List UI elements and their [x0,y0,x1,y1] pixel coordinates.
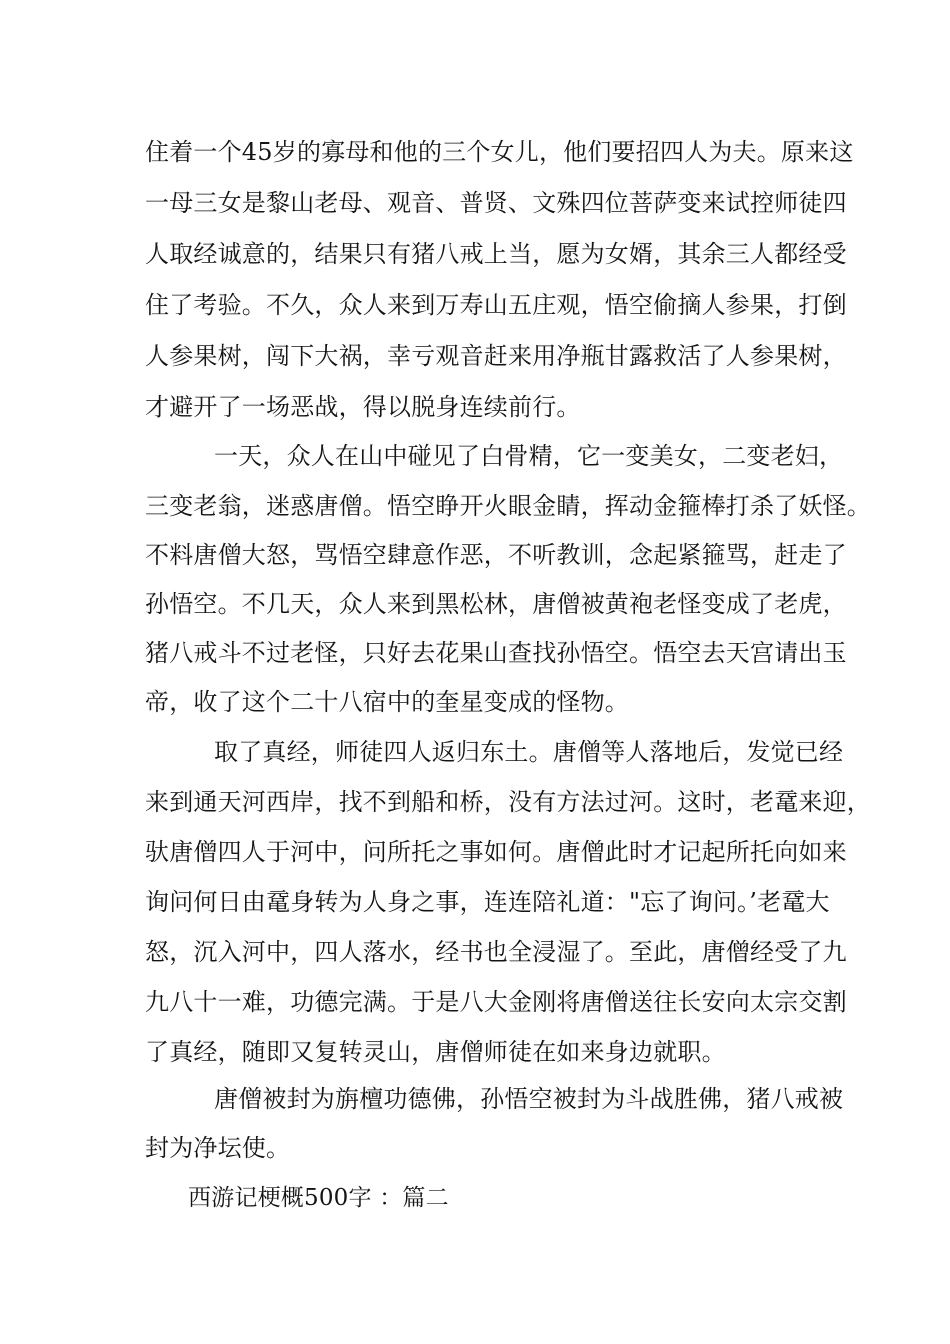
paragraph-3-line-6: 九八十一难，功德完满。于是八大金刚将唐僧送往长安向太宗交割 [145,988,847,1016]
section-heading: 西游记梗概500字 ：篇二 [188,1185,449,1211]
paragraph-1-line-1: 住着一个45岁的寡母和他的三个女儿，他们要招四人为夫。原来这 [145,138,854,166]
paragraph-1-line-5: 人参果树，闯下大祸，幸亏观音赶来用净瓶甘露救活了人参果树， [145,342,847,370]
paragraph-3-line-5: 怒，沉入河中，四人落水，经书也全浸湿了。至此，唐僧经受了九 [145,938,847,966]
paragraph-3-line-7: 了真经，随即又复转灵山，唐僧师徒在如来身边就职。 [145,1038,726,1066]
paragraph-2-line-2: 三变老翁，迷惑唐僧。悟空睁开火眼金睛，挥动金箍棒打杀了妖怪。 [145,492,871,520]
paragraph-2-line-3: 不料唐僧大怒，骂悟空肆意作恶，不听教训，念起紧箍骂，赶走了 [145,541,847,569]
paragraph-2-line-1: 一天，众人在山中碰见了白骨精，它一变美女，二变老妇， [214,442,844,470]
paragraph-2-line-6: 帝，收了这个二十八宿中的奎星变成的怪物。 [145,688,629,716]
paragraph-4-line-1: 唐僧被封为旃檀功德佛，孙悟空被封为斗战胜佛，猪八戒被 [214,1085,844,1113]
paragraph-4-line-2: 封为净坛使。 [145,1134,291,1162]
paragraph-1-line-2: 一母三女是黎山老母、观音、普贤、文殊四位菩萨变来试控师徒四 [145,189,847,217]
paragraph-3-line-2: 来到通天河西岸，找不到船和桥，没有方法过河。这时，老鼋来迎， [145,788,871,816]
paragraph-2-line-4: 孙悟空。不几天，众人来到黑松林，唐僧被黄袍老怪变成了老虎， [145,590,847,618]
paragraph-3-line-3: 驮唐僧四人于河中，问所托之事如何。唐僧此时才记起所托向如来 [145,838,847,866]
paragraph-1-line-6: 才避开了一场恶战，得以脱身连续前行。 [145,393,581,421]
paragraph-2-line-5: 猪八戒斗不过老怪，只好去花果山查找孙悟空。悟空去天宫请出玉 [145,639,847,667]
paragraph-1-line-3: 人取经诚意的，结果只有猪八戒上当，愿为女婿，其余三人都经受 [145,240,847,268]
paragraph-1-line-4: 住了考验。不久，众人来到万寿山五庄观，悟空偷摘人参果，打倒 [145,291,847,319]
paragraph-3-line-1: 取了真经，师徒四人返归东土。唐僧等人落地后，发觉已经 [214,738,844,766]
paragraph-3-line-4: 询问何日由鼋身转为人身之事，连连陪礼道："忘了询问。’老鼋大 [145,888,830,916]
